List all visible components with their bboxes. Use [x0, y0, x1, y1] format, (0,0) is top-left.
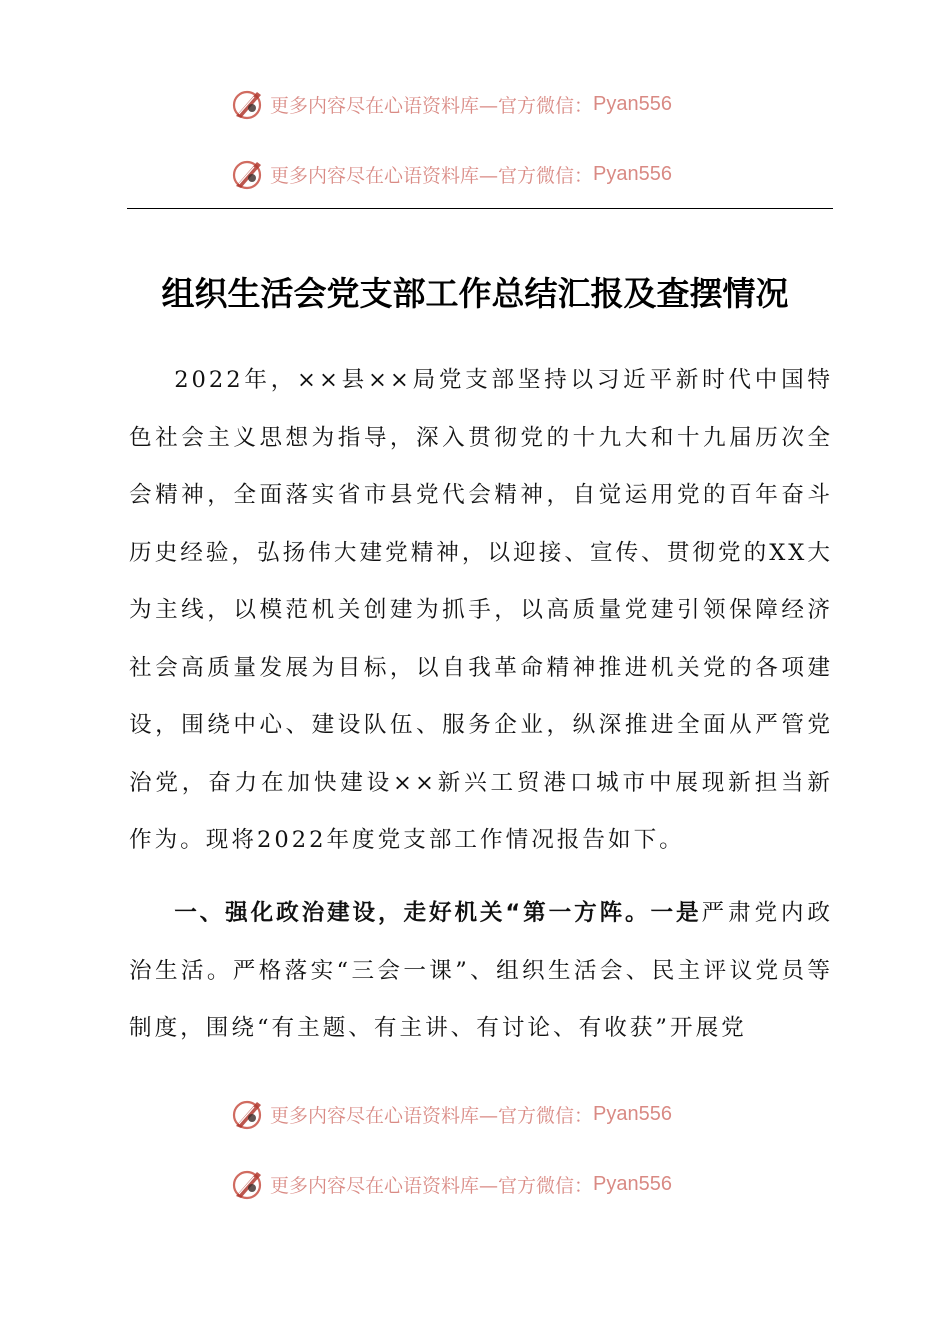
paragraph-section-1: [129, 885, 833, 1058]
watermark-banner-bottom-2: [230, 1164, 672, 1204]
watermark-handle: Pyan556: [593, 92, 672, 115]
watermark-handle: Pyan556: [593, 1172, 672, 1195]
section-lead: 一是: [650, 900, 702, 926]
watermark-promo-text: 更多内容尽在心语资料库—官方微信：: [270, 94, 594, 117]
paragraph-intro: 2022年，××县××局党支部坚持以习近平新时代中国特色社会主义思想为指导，深入贯彻党的十九大和十九届历次全会精神，全面落实省市县党代会精神，自觉运用党的百年奋斗历史经验，弘扬伟大建党精神，以迎接、宣传、贯彻党的XX大为主线，以模范机关创建为抓手，以高质量党建引领保障经济社会高质量发展为目标，以自我革命精神推进机关党的各项建设，围绕中心、建设队伍、服务企业，纵深推进全面从严管党治党，奋力在加快建设××新兴工贸港口城市中展现新担当新作为。现将2022年度党支部工作情况报告如下。: [129, 367, 833, 853]
watermark-banner-bottom-1: [230, 1094, 672, 1134]
header-divider: [127, 208, 833, 209]
watermark-promo-text: 更多内容尽在心语资料库—官方微信：: [270, 1174, 594, 1197]
watermark-handle: Pyan556: [593, 1102, 672, 1125]
quill-pen-logo-icon: [230, 86, 266, 122]
quill-pen-logo-icon: [230, 1166, 266, 1202]
watermark-handle: Pyan556: [593, 162, 672, 185]
quill-pen-logo-icon: [230, 156, 266, 192]
quill-pen-logo-icon: [230, 1096, 266, 1132]
watermark-banner-top-2: [230, 154, 672, 194]
watermark-promo-text: 更多内容尽在心语资料库—官方微信：: [270, 164, 594, 187]
section-heading: 一、强化政治建设，走好机关“第一方阵。: [174, 900, 651, 926]
document-title: 组织生活会党支部工作总结汇报及查摆情况: [161, 274, 789, 313]
watermark-promo-text: 更多内容尽在心语资料库—官方微信：: [270, 1104, 594, 1127]
section-body: 严肃党内政治生活。严格落实“三会一课”、组织生活会、民主评议党员等制度，围绕“有主题、有主讲、有讨论、有收获”开展党: [129, 900, 834, 1041]
watermark-banner-top-1: [230, 84, 672, 124]
